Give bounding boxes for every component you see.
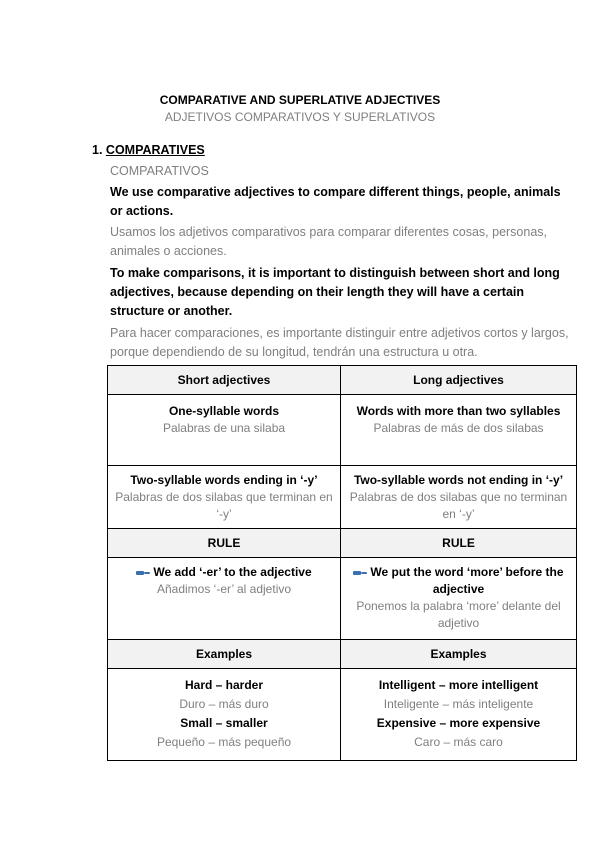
paragraph-2-en: To make comparisons, it is important to distinguish between short and long adjectives, because depending on their length they will have a certain structure or another.	[110, 266, 560, 318]
page-subtitle: ADJETIVOS COMPARATIVOS Y SUPERLATIVOS	[164, 110, 436, 124]
header-short: Short adjectives	[108, 366, 341, 395]
example-en: Small – smaller	[180, 716, 268, 730]
example-es: Duro – más duro	[179, 697, 269, 711]
header-long: Long adjectives	[341, 366, 577, 395]
table-row	[108, 466, 577, 529]
paragraph-2-es: Para hacer comparaciones, es importante distinguir entre adjetivos cortos y largos, porque dependiendo de su longitud, tendrán una estructura u otra.	[110, 326, 569, 359]
paragraph-1-es: Usamos los adjetivos comparativos para comparar diferentes cosas, personas, animales o acciones.	[110, 225, 548, 258]
cell-short-two-syllable: Two-syllable words ending in ‘-y’ Palabras de dos silabas que terminan en ‘-y’	[108, 466, 341, 529]
examples-header-row	[108, 640, 577, 669]
table-row	[108, 669, 577, 761]
cell-short-one-syllable: One-syllable words Palabras de una silaba	[108, 395, 341, 466]
cell-rule-short: We add ‘-er’ to the adjective Añadimos ‘-er’ al adjetivo	[108, 558, 341, 640]
examples-label-long: Examples	[341, 640, 577, 669]
adjectives-table	[107, 365, 577, 761]
rule-label-short: RULE	[108, 529, 341, 558]
cell-long-two-syllable: Two-syllable words not ending in ‘-y’ Palabras de dos silabas que no terminan en ‘-y’	[341, 466, 577, 529]
cell-examples-long	[341, 669, 577, 761]
rule-label-long: RULE	[341, 529, 577, 558]
example-es: Caro – más caro	[414, 735, 503, 749]
rule-header-row	[108, 529, 577, 558]
cell-examples-short	[108, 669, 341, 761]
cell-rule-long: We put the word ‘more’ before the adjective Ponemos la palabra ‘more’ delante del adjetivo	[341, 558, 577, 640]
example-en: Expensive – more expensive	[376, 716, 541, 730]
page-title: COMPARATIVE AND SUPERLATIVE ADJECTIVES	[159, 93, 441, 107]
section-number: 1.	[92, 143, 103, 157]
table-row	[108, 558, 577, 640]
cell-long-more-syllables: Words with more than two syllables Palabras de más de dos silabas	[341, 395, 577, 466]
example-es: Pequeño – más pequeño	[156, 735, 292, 749]
examples-label-short: Examples	[108, 640, 341, 669]
example-es: Inteligente – más inteligente	[383, 697, 534, 711]
paragraph-1-en: We use comparative adjectives to compare different things, people, animals or actions.	[110, 185, 561, 218]
section-title-es: COMPARATIVOS	[110, 164, 209, 178]
section-heading	[92, 143, 205, 157]
pointing-hand-icon	[353, 569, 367, 577]
example-en: Intelligent – more intelligent	[378, 678, 539, 692]
pointing-hand-icon	[136, 569, 150, 577]
section-title: COMPARATIVES	[105, 143, 205, 157]
table-row	[108, 395, 577, 466]
example-en: Hard – harder	[184, 678, 264, 692]
table-header-row	[108, 366, 577, 395]
